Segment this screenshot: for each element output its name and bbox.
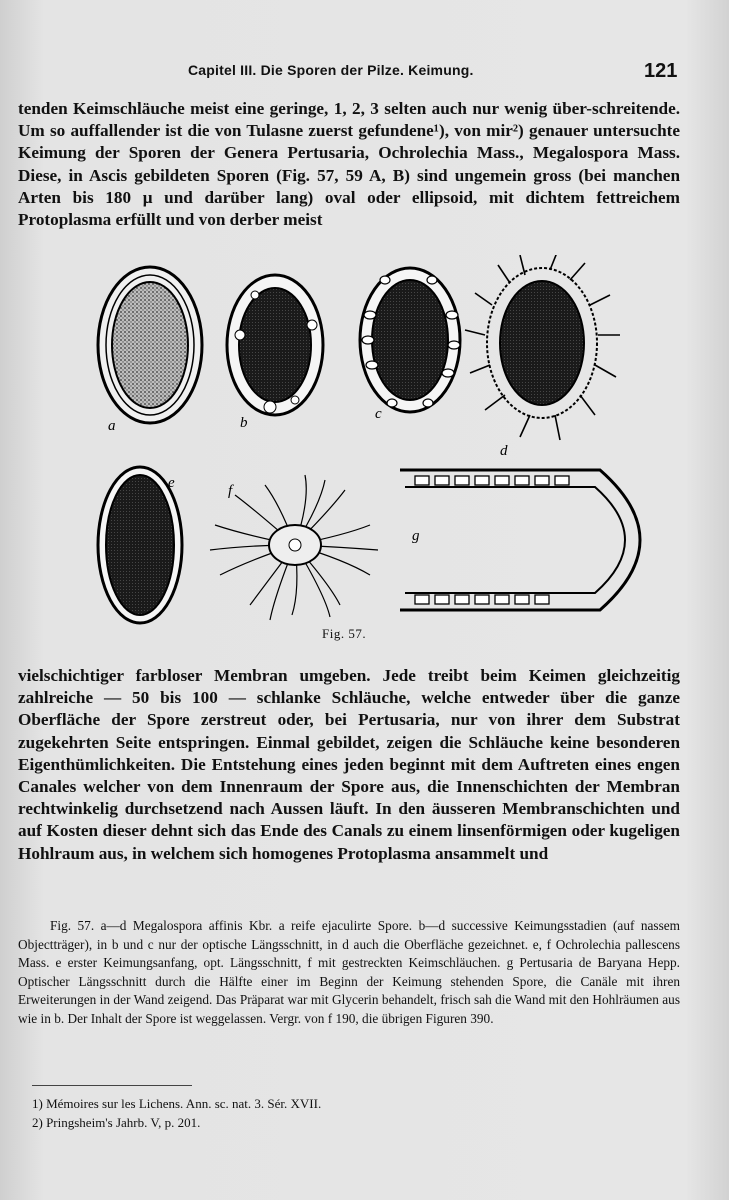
spore-b (227, 275, 323, 415)
spore-a (98, 267, 202, 423)
paragraph-bottom-text: vielschichtiger farbloser Membran umgeben. Jede treibt beim Keimen gleichzeitig zahlreiche — 50 bis 100 — schlanke Schläuche, welche entweder über die ganze Oberfläche der Spore zerstreut oder, bei Pertusaria, nur von ihrer dem Substrat zugekehrten Seite entspringen. Einmal gebildet, zeigen die Schläuche keine besonderen Eigenthümlichkeiten. Die Entstehung eines jeden beginnt mit dem Auftreten eines engen Canales welcher von dem Innenraum der Spore aus, die Innenschichten der Membran rechtwinkelig durchsetzend nach Aussen läuft. In den äusseren Membranschichten und auf Kosten dieser dehnt sich das Ende des Canals zu einem linsenförmigen oder kugeligen Hohlraum aus, in welchem sich homogenes Protoplasma ansammelt und (18, 666, 680, 863)
footnotes (32, 1094, 672, 1132)
page-header (0, 60, 729, 84)
figure-letter-e: e (168, 475, 175, 491)
figure-letter-d: d (500, 443, 508, 459)
figure-caption-text: Fig. 57. a—d Megalospora affinis Kbr. a reife ejaculirte Spore. b—d successive Keimungsstadien (auf nassem Objectträger), in b und c nur der optische Längsschnitt, in d auch die Oberfläche gezeichnet. e, f Ochrolechia pallescens Mass. e erster Keimungsanfang, opt. Längsschnitt, f mit gestreckten Keimschläuchen. g Pertusaria de Baryana Hepp. Optischer Längsschnitt durch die Hälfte einer im Beginn der Keimung stehenden Spore, die Canäle mit ihren Erweiterungen in der Wand zeigend. Das Präparat war mit Glycerin behandelt, frisch sah die Wand mit den Hohlräumen aus wie in b. Der Inhalt der Spore ist weggelassen. Vergr. von f 190, die übrigen Figuren 390. (18, 918, 680, 1026)
spore-f (210, 475, 378, 620)
figure-letter-g: g (412, 528, 420, 544)
running-title: Capitel III. Die Sporen der Pilze. Keimung. (188, 62, 474, 78)
spore-c (360, 268, 460, 412)
figure-caption (18, 917, 680, 1029)
figure-label: Fig. 57. (322, 626, 367, 641)
spore-g (400, 470, 640, 610)
figure-letter-b: b (240, 415, 248, 431)
figure-letter-c: c (375, 406, 382, 422)
paragraph-top (18, 98, 680, 231)
spore-d (465, 255, 620, 440)
paragraph-bottom (18, 665, 680, 865)
footnote-divider (32, 1085, 192, 1086)
footnote-1: 1) Mémoires sur les Lichens. Ann. sc. nat. 3. Sér. XVII. (32, 1096, 322, 1111)
figure-letter-f: f (228, 483, 233, 499)
page-number: 121 (644, 60, 678, 82)
figure-letter-a: a (108, 418, 116, 434)
paragraph-top-text: tenden Keimschläuche meist eine geringe, 1, 2, 3 selten auch nur wenig über-schreitende. Um so auffallender ist die von Tulasne zuerst gefundene¹), von mir²) genauer untersuchte Keimung der Sporen der Genera Pertusaria, Ochrolechia Mass., Megalospora Mass. Diese, in Ascis gebildeten Sporen (Fig. 57, 59 A, B) sind ungemein gross (bei manchen Arten bis 180 μ und darüber lang) oval oder ellipsoid, mit dichtem fettreichem Protoplasma erfüllt und von derber meist (18, 99, 680, 230)
footnote-2: 2) Pringsheim's Jahrb. V, p. 201. (32, 1115, 201, 1130)
figure-57-illustration (80, 255, 680, 635)
